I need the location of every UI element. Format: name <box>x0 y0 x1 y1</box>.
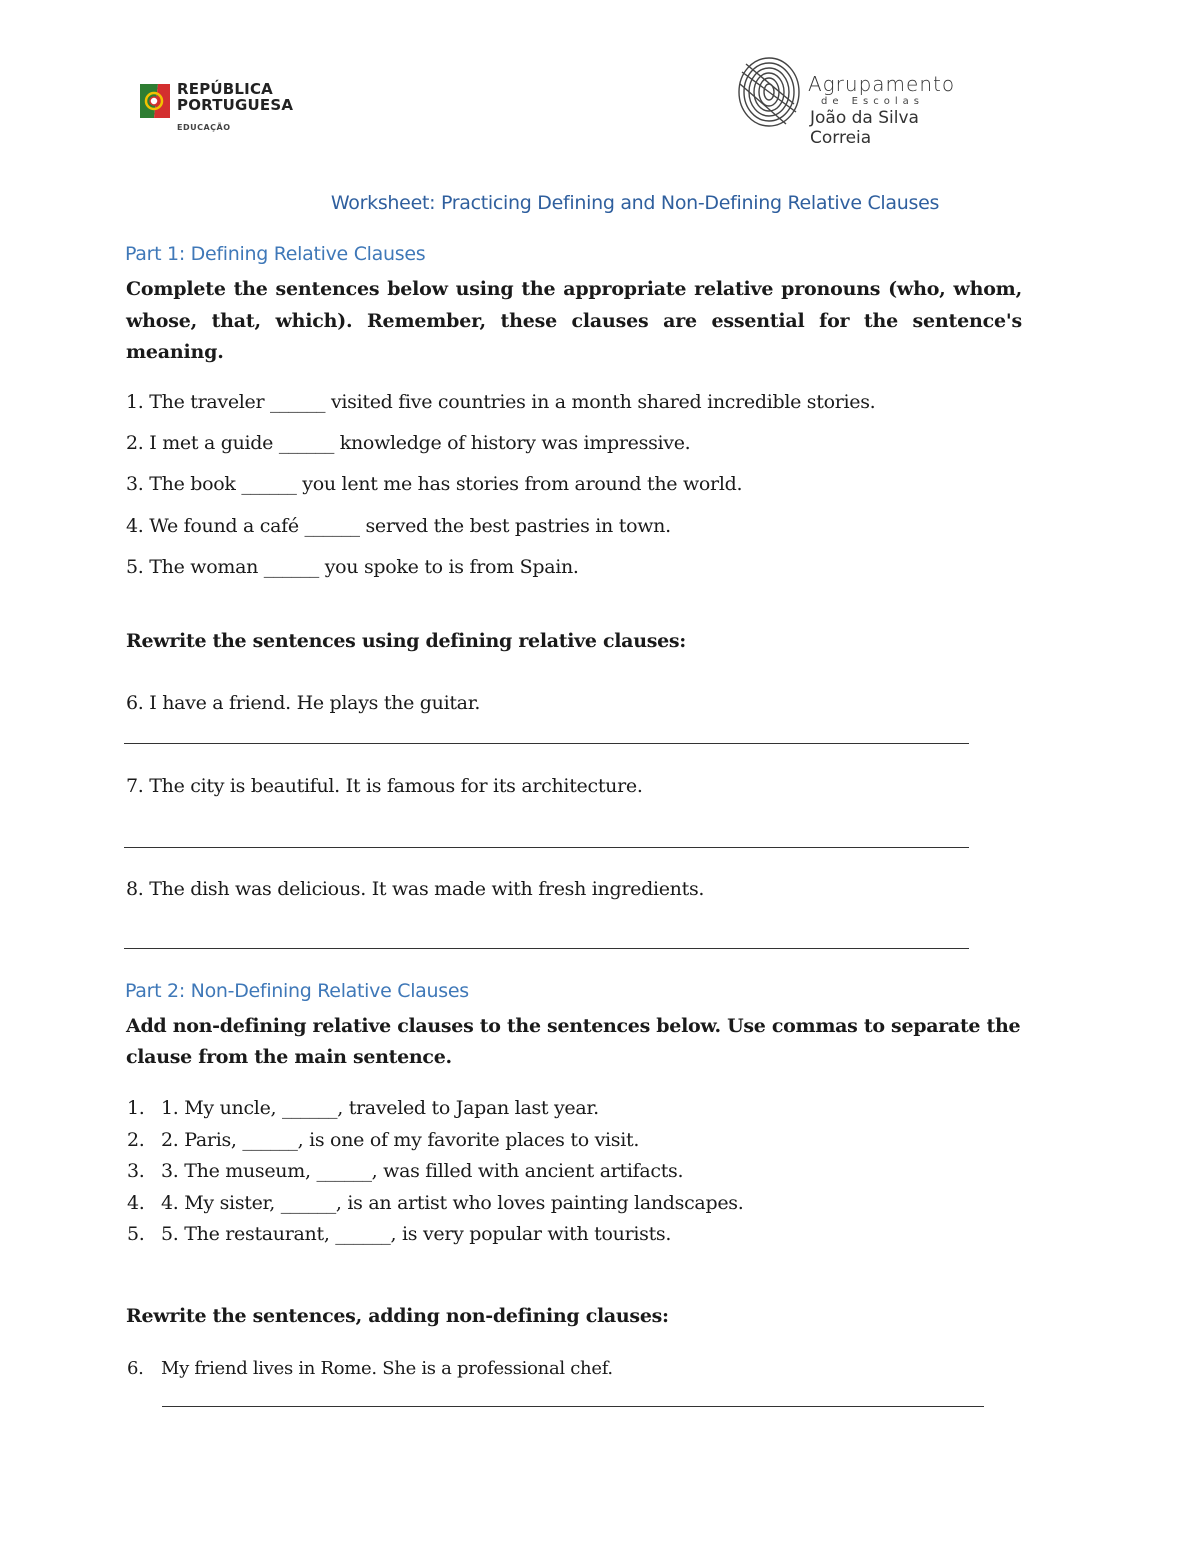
part1-heading: Part 1: Defining Relative Clauses <box>125 243 426 265</box>
list-number: 5. <box>127 1223 145 1245</box>
part1-item-1: 1. The traveler ______ visited five countries in a month shared incredible stories. <box>126 391 876 413</box>
list-text: 2. Paris, ______, is one of my favorite places to visit. <box>161 1129 640 1151</box>
answer-line <box>162 1406 984 1407</box>
list-number: 1. <box>127 1097 145 1119</box>
school-logo <box>736 52 956 148</box>
answer-line <box>124 948 969 949</box>
school-logo-line3: João da Silva Correia <box>810 108 919 148</box>
part1-rewrite-item-6: 6. I have a friend. He plays the guitar. <box>126 692 481 714</box>
school-logo-line1: Agrupamento <box>808 72 956 96</box>
answer-line <box>124 743 969 744</box>
list-text: 1. My uncle, ______, traveled to Japan last year. <box>161 1097 599 1119</box>
list-text: 5. The restaurant, ______, is very popular with tourists. <box>161 1223 672 1245</box>
list-number: 6. <box>127 1358 144 1379</box>
part1-item-4: 4. We found a café ______ served the best pastries in town. <box>126 515 671 537</box>
part1-instruction: Complete the sentences below using the appropriate relative pronouns (who, whom, whose, that, which). Remember, these clauses are essential for the sentence's meaning. <box>126 278 1022 363</box>
list-number: 3. <box>127 1160 145 1182</box>
list-number: 4. <box>127 1192 145 1214</box>
part1-rewrite-item-7: 7. The city is beautiful. It is famous for its architecture. <box>126 775 643 797</box>
gov-logo-line2: PORTUGUESA <box>177 96 294 114</box>
list-text: 3. The museum, ______, was filled with ancient artifacts. <box>161 1160 684 1182</box>
part1-item-2: 2. I met a guide ______ knowledge of history was impressive. <box>126 432 691 454</box>
list-number: 2. <box>127 1129 145 1151</box>
gov-logo-sub: EDUCAÇÃO <box>177 123 231 132</box>
school-logo-line2: de Escolas <box>821 96 924 107</box>
part1-item-3: 3. The book ______ you lent me has stories from around the world. <box>126 473 743 495</box>
part2-heading: Part 2: Non-Defining Relative Clauses <box>125 980 469 1002</box>
republica-portuguesa-logo <box>136 78 306 140</box>
list-text: My friend lives in Rome. She is a professional chef. <box>161 1358 613 1379</box>
list-text: 4. My sister, ______, is an artist who loves painting landscapes. <box>161 1192 744 1214</box>
flag-emblem-icon <box>136 82 172 120</box>
gov-logo-line1: REPÚBLICA <box>177 80 273 98</box>
worksheet-title: Worksheet: Practicing Defining and Non-Defining Relative Clauses <box>330 192 940 214</box>
part2-instruction: Add non-defining relative clauses to the sentences below. Use commas to separate the clause from the main sentence. <box>126 1015 1021 1068</box>
part1-item-5: 5. The woman ______ you spoke to is from Spain. <box>126 556 579 578</box>
part2-rewrite-instruction: Rewrite the sentences, adding non-defining clauses: <box>126 1305 669 1327</box>
answer-line <box>124 847 969 848</box>
fingerprint-icon <box>736 52 806 136</box>
part1-rewrite-item-8: 8. The dish was delicious. It was made with fresh ingredients. <box>126 878 705 900</box>
part1-rewrite-instruction: Rewrite the sentences using defining relative clauses: <box>126 630 687 652</box>
